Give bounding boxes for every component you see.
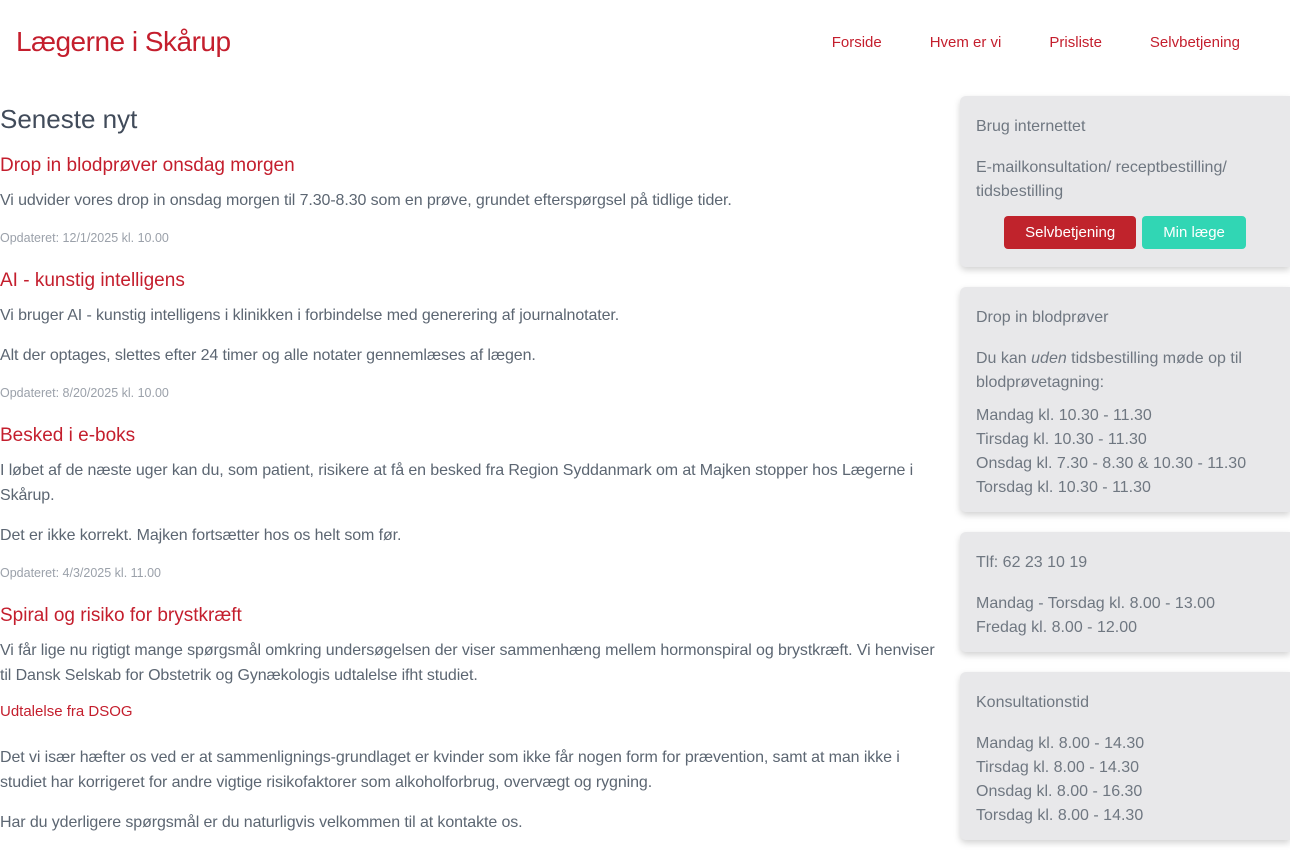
article-updated-timestamp: Opdateret: 4/3/2025 kl. 11.00 [0,566,161,580]
consultation-schedule [976,732,1274,828]
phone-hours-card [960,532,1290,652]
dropin-bloodtest-card [960,287,1290,512]
nav-selvbetjening[interactable]: Selvbetjening [1149,33,1240,51]
min-laege-button[interactable]: Min læge [1142,216,1246,249]
news-column [0,84,945,850]
article-title[interactable]: Besked i e-boks [0,425,136,446]
article-paragraph: Vi bruger AI - kunstig intelligens i klinikken i forbindelse med generering af journalnotater. [0,307,620,324]
schedule-line: Tirsdag kl. 10.30 - 11.30 [976,431,1147,448]
schedule-line: Torsdag kl. 8.00 - 14.30 [976,807,1144,824]
phone-schedule [976,592,1274,640]
site-header [0,0,1280,84]
card-title: Drop in blodprøver [976,309,1109,326]
page-title: Seneste nyt [0,104,138,134]
schedule-line: Fredag kl. 8.00 - 12.00 [976,619,1137,636]
article-paragraph: Har du yderligere spørgsmål er du naturligvis velkommen til at kontakte os. [0,814,523,831]
nav-prisliste[interactable]: Prisliste [1049,33,1102,51]
card-title: Konsultationstid [976,694,1089,711]
article-paragraph: Vi udvider vores drop in onsdag morgen til 7.30-8.30 som en prøve, grundet efterspørgsel på tidlige tider. [0,192,732,209]
news-article [0,154,937,245]
schedule-line: Onsdag kl. 8.00 - 16.30 [976,783,1143,800]
schedule-line: Torsdag kl. 10.30 - 11.30 [976,479,1151,496]
article-updated-timestamp: Opdateret: 8/20/2025 kl. 10.00 [0,386,169,400]
dsog-statement-link[interactable]: Udtalelse fra DSOG [0,703,133,720]
phone-number: Tlf: 62 23 10 19 [976,554,1088,571]
schedule-line: Mandag kl. 10.30 - 11.30 [976,407,1152,424]
schedule-line: Mandag - Torsdag kl. 8.00 - 13.00 [976,595,1215,612]
article-paragraph: Det vi især hæfter os ved er at sammenlignings-grundlaget er kvinder som ikke får nogen form for prævention, samt at man ikke i studiet har korrigeret for andre vigtige risikofaktorer som alkoholforbrug, overvægt og rygning. [0,749,900,791]
news-article [0,269,937,400]
nav-hvem-er-vi[interactable]: Hvem er vi [929,33,1002,51]
sidebar [960,96,1290,860]
card-text: E-mailkonsultation/ receptbestilling/ tidsbestilling [976,159,1227,200]
article-updated-timestamp: Opdateret: 12/1/2025 kl. 10.00 [0,231,169,245]
article-paragraph: Alt der optages, slettes efter 24 timer og alle notater gennemlæses af lægen. [0,347,536,364]
schedule-line: Onsdag kl. 7.30 - 8.30 & 10.30 - 11.30 [976,455,1247,472]
schedule-line: Mandag kl. 8.00 - 14.30 [976,735,1145,752]
card-button-row [976,216,1274,255]
article-title[interactable]: Drop in blodprøver onsdag morgen [0,155,295,176]
news-article [0,424,937,580]
consultation-hours-card [960,672,1290,840]
dropin-schedule [976,404,1274,500]
article-paragraph: I løbet af de næste uger kan du, som patient, risikere at få en besked fra Region Syddanmark om at Majken stopper hos Lægerne i Skårup. [0,462,914,504]
nav-forside[interactable]: Forside [831,33,882,51]
internet-services-card [960,96,1290,267]
schedule-line: Tirsdag kl. 8.00 - 14.30 [976,759,1140,776]
news-article [0,604,937,835]
card-title: Brug internettet [976,118,1086,135]
article-paragraph: Det er ikke korrekt. Majken fortsætter hos os helt som før. [0,527,402,544]
card-text: Du kan uden tidsbestilling møde op til blodprøvetagning: [976,350,1242,391]
site-logo[interactable]: Lægerne i Skårup [16,26,231,57]
selvbetjening-button[interactable]: Selvbetjening [1004,216,1136,249]
main-nav [784,34,1240,51]
article-title[interactable]: AI - kunstig intelligens [0,270,185,291]
article-paragraph: Vi får lige nu rigtigt mange spørgsmål omkring undersøgelsen der viser sammenhæng mellem hormonspiral og brystkræft. Vi henviser til Dansk Selskab for Obstetrik og Gynækologis udtalelse ifht studiet. [0,642,935,684]
article-title[interactable]: Spiral og risiko for brystkræft [0,605,242,626]
